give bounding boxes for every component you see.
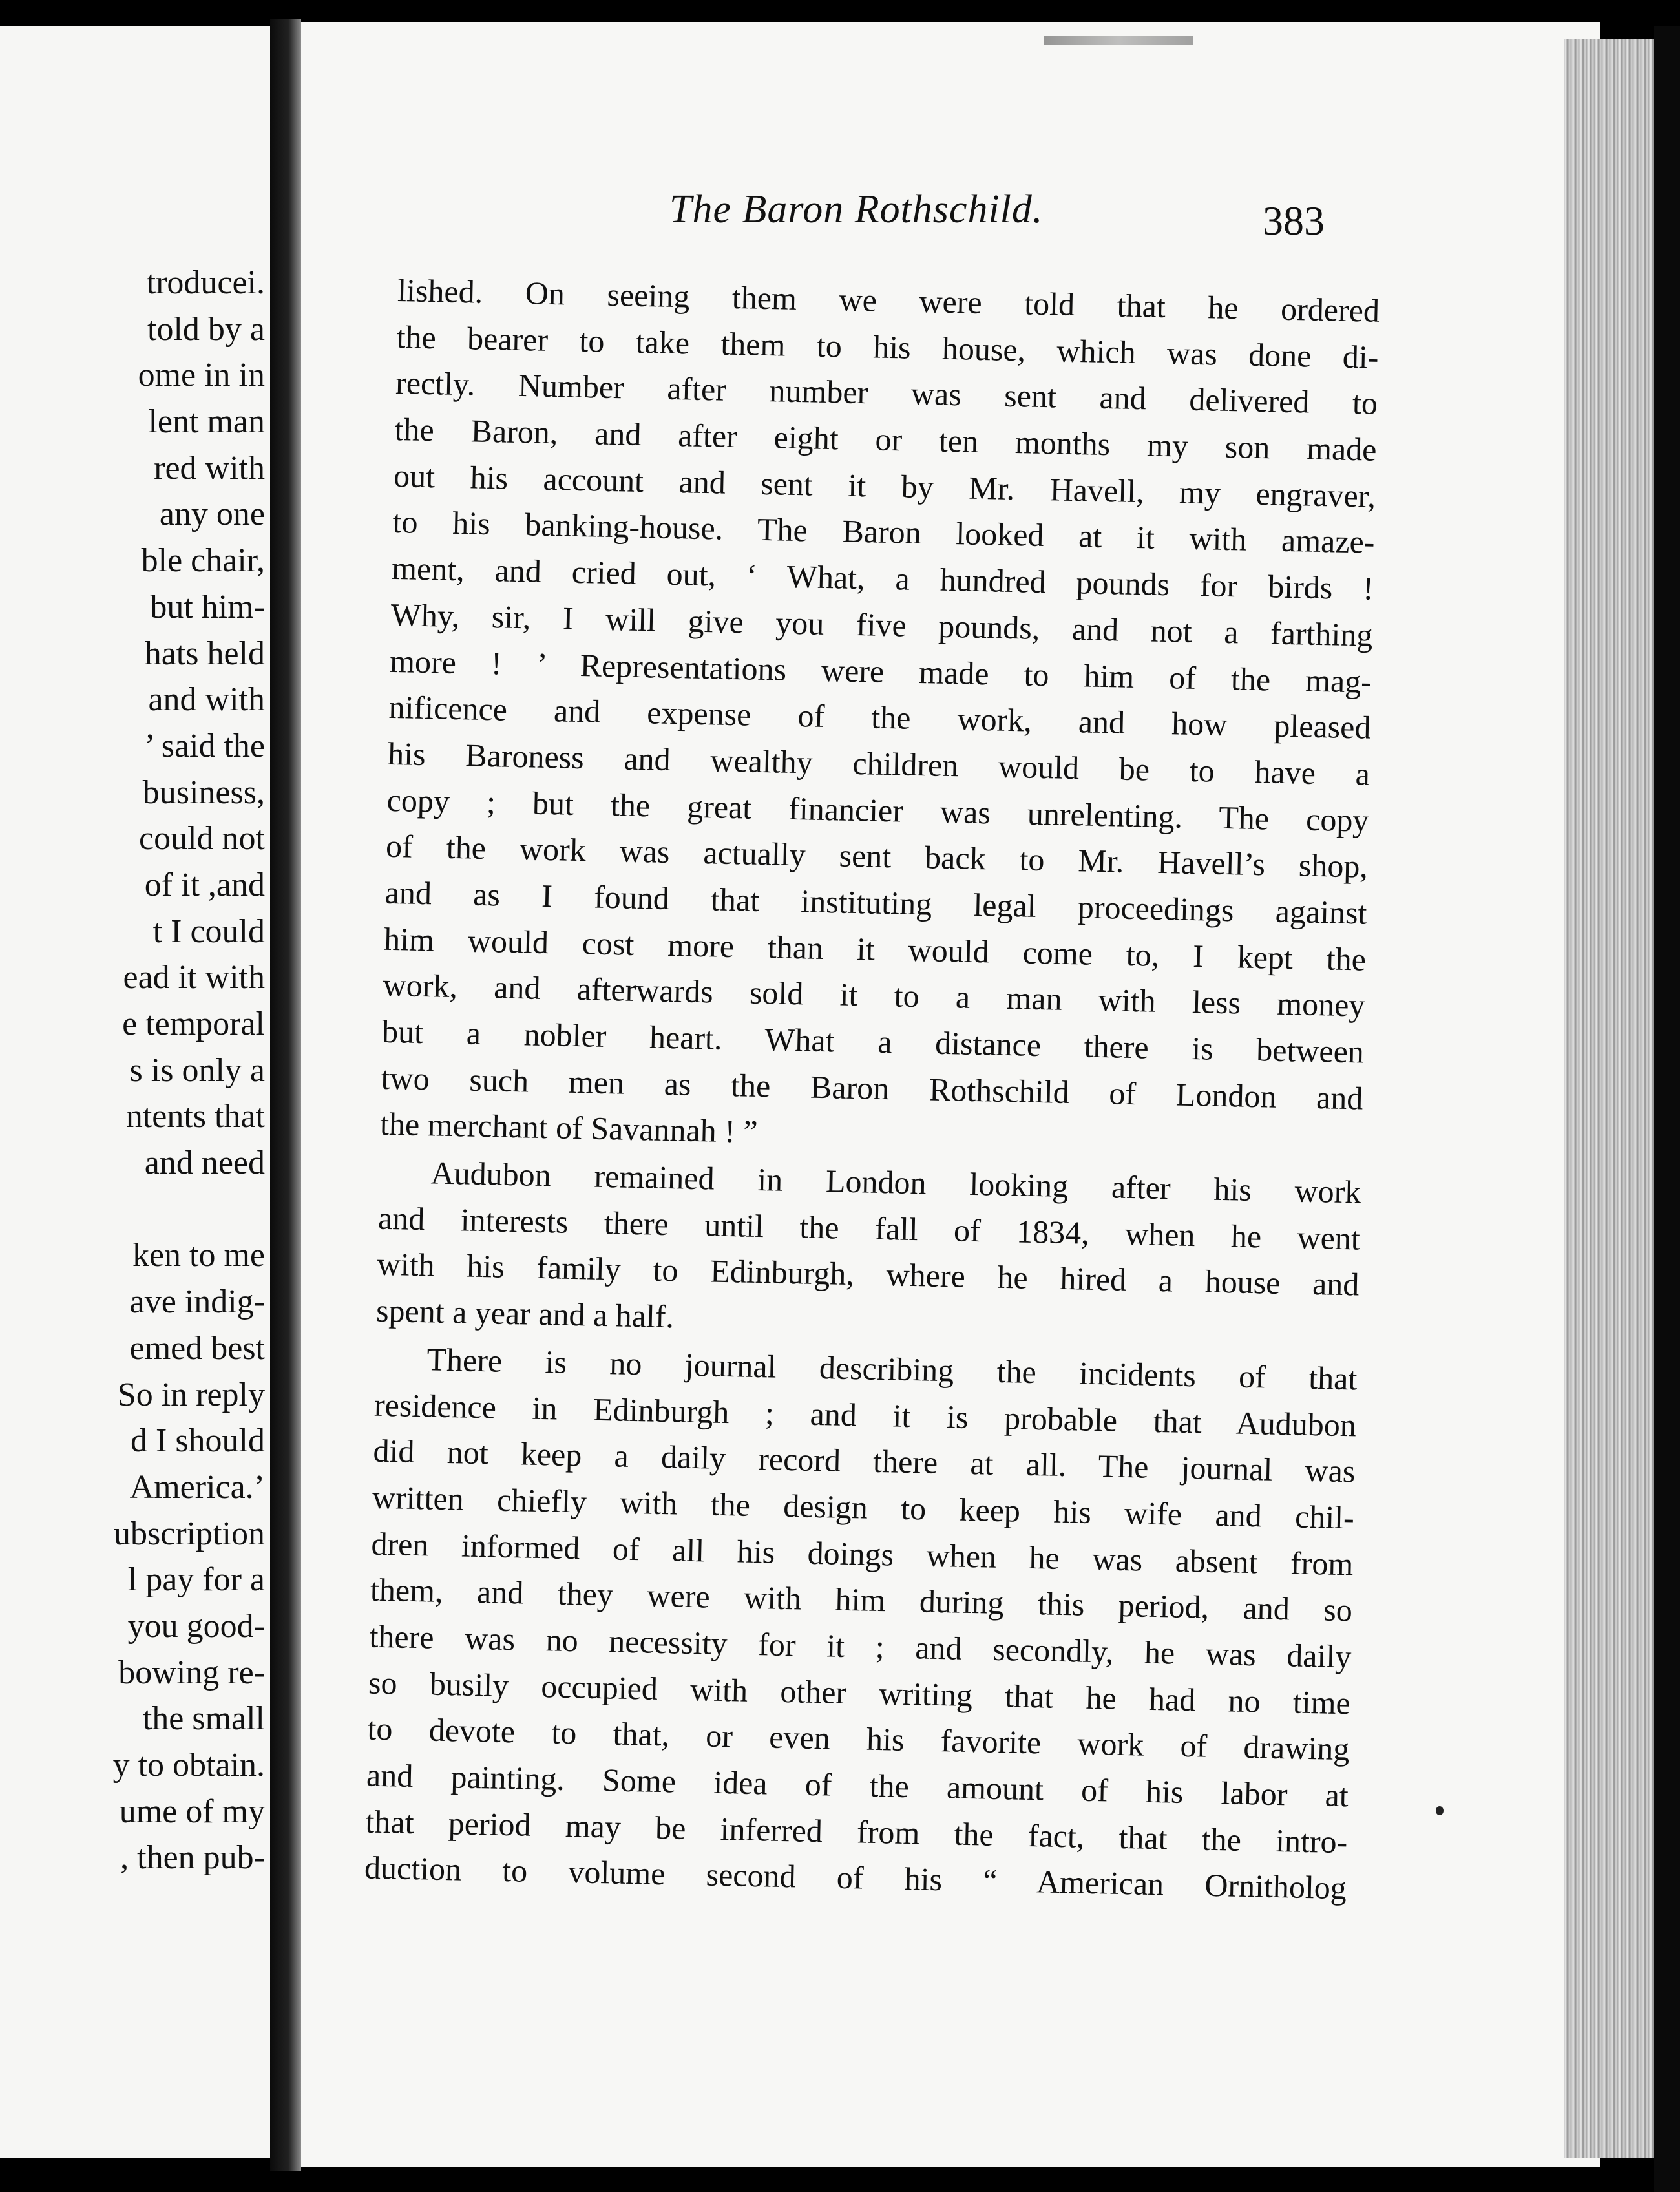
left-line: any one <box>159 496 265 533</box>
left-line: t I could <box>152 912 265 950</box>
text-line: them, and they were with him during this period, and so <box>370 1571 1353 1628</box>
left-line: bowing re- <box>118 1654 265 1691</box>
left-line: d I should <box>131 1422 265 1460</box>
left-line: ume of my <box>119 1793 265 1830</box>
text-line: duction to volume second of his “ American Ornitholog <box>364 1849 1347 1906</box>
text-line: more ! ’ Representations were made to him of the mag- <box>389 642 1372 700</box>
text-line: work, and afterwards sold it to a man with less money <box>383 967 1366 1024</box>
text-line: that period may be inferred from the fact, that the intro- <box>365 1803 1348 1860</box>
left-line: ken to me <box>132 1237 265 1274</box>
left-line: s is only a <box>129 1051 265 1089</box>
text-line: dren informed of all his doings when he was absent from <box>371 1525 1354 1582</box>
left-page-fragment <box>0 26 270 2158</box>
left-line: lent man <box>148 403 265 441</box>
text-line: to devote to that, or even his favorite work of drawing <box>367 1710 1350 1767</box>
text-line: there was no necessity for it ; and secondly, he was daily <box>369 1618 1352 1675</box>
text-line: two such men as the Baron Rothschild of London and <box>381 1059 1363 1117</box>
text-line: to his banking-house. The Baron looked at it with amaze- <box>392 503 1376 561</box>
text-line: written chiefly with the design to keep his wife and chil- <box>372 1479 1355 1536</box>
text-line: with his family to Edinburgh, where he hired a house and <box>377 1246 1360 1303</box>
left-line: ntents that <box>125 1098 265 1135</box>
text-line: the bearer to take them to his house, which was done di- <box>396 318 1380 375</box>
text-line: spent a year and a half. <box>375 1292 675 1335</box>
scan-smudge <box>1044 36 1193 45</box>
text-line: the Baron, and after eight or ten months my son made <box>394 411 1378 468</box>
text-line: Audubon remained in London looking after his work <box>430 1154 1361 1210</box>
text-line: lished. On seeing them we were told that he ordered <box>397 271 1380 329</box>
left-line: ave indig- <box>129 1283 265 1321</box>
left-line: hats held <box>144 635 265 672</box>
left-line: could not <box>139 820 265 858</box>
left-line: So in reply <box>117 1376 265 1413</box>
text-line: nificence and expense of the work, and how pleased <box>388 689 1372 746</box>
left-line: emed best <box>129 1329 265 1367</box>
page-header <box>301 187 1471 251</box>
left-line: troducei. <box>146 264 265 301</box>
left-line: y to obtain. <box>112 1747 265 1784</box>
left-line: but him- <box>150 588 265 626</box>
text-line: and interests there until the fall of 1834, when he went <box>377 1199 1361 1257</box>
left-line: of it ,and <box>144 866 265 903</box>
text-line: rectly. Number after number was sent and delivered to <box>395 364 1378 422</box>
left-line: told by a <box>147 310 265 348</box>
left-line: America.’ <box>129 1468 265 1506</box>
ink-speck <box>1436 1806 1444 1815</box>
left-line: and with <box>148 681 265 719</box>
left-line: business, <box>142 774 265 811</box>
text-line: copy ; but the great financier was unrelenting. The copy <box>386 781 1370 839</box>
left-line: ome in in <box>138 357 265 394</box>
left-line: the small <box>142 1700 265 1738</box>
left-line: l pay for a <box>127 1561 265 1599</box>
left-page-text <box>0 260 265 1881</box>
left-line: red with <box>154 449 265 487</box>
text-line: did not keep a daily record there at all. The journal was <box>373 1432 1356 1490</box>
left-line: and need <box>144 1144 265 1182</box>
page-body <box>364 268 1380 1912</box>
text-line: so busily occupied with other writing that he had no time <box>368 1664 1351 1721</box>
right-page <box>301 22 1600 2167</box>
running-head: The Baron Rothschild. <box>669 187 1044 231</box>
left-line: ble chair, <box>141 542 265 580</box>
left-line: e temporal <box>122 1006 265 1042</box>
text-line: but a nobler heart. What a distance there is between <box>381 1013 1365 1070</box>
page-number: 383 <box>1263 198 1325 244</box>
text-line: residence in Edinburgh ; and it is probable that Audubon <box>373 1386 1357 1443</box>
left-line: ead it with <box>123 959 265 996</box>
left-line <box>0 1186 265 1233</box>
left-line: ubscription <box>114 1515 265 1552</box>
left-line: you good- <box>127 1607 265 1645</box>
text-line: the merchant of Savannah ! ” <box>379 1106 759 1150</box>
text-line: and as I found that instituting legal proceedings against <box>384 874 1368 931</box>
text-line: and painting. Some idea of the amount of his labor at <box>366 1756 1349 1814</box>
text-line: of the work was actually sent back to Mr. Havell’s shop, <box>385 828 1369 885</box>
left-line: , then pub- <box>120 1839 265 1877</box>
text-line: him would cost more than it would come to, I kept the <box>383 920 1367 978</box>
text-line: There is no journal describing the incidents of that <box>426 1341 1358 1397</box>
text-line: his Baroness and wealthy children would be to have a <box>387 735 1370 792</box>
text-line: ment, and cried out, ‘ What, a hundred pounds for birds ! <box>391 550 1374 607</box>
text-line: Why, sir, I will give you five pounds, and not a farthing <box>390 596 1374 653</box>
text-line: out his account and sent it by Mr. Havell, my engraver, <box>393 457 1376 514</box>
book-gutter <box>270 19 301 2171</box>
left-line: ’ said the <box>144 727 265 764</box>
scan-border <box>1654 26 1680 2192</box>
